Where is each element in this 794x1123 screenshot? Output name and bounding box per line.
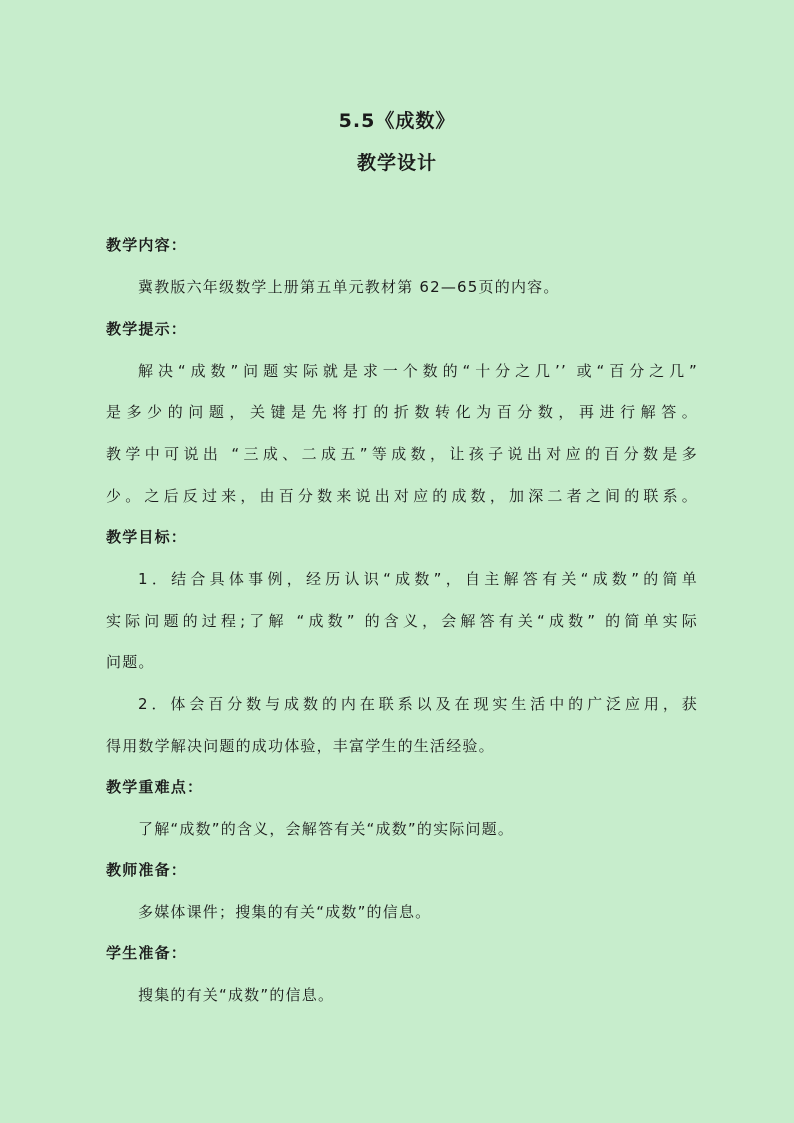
section-heading-content: 教学内容： — [106, 236, 188, 254]
goal1-line-1: 1．结合具体事例，经历认识“成数”，自主解答有关“成数”的简单 — [138, 570, 698, 588]
hint-line-1: 解决“成数”问题实际就是求一个数的“十分之几’’ 或“百分之几” — [138, 362, 698, 380]
goal1-line-3: 问题。 — [106, 653, 155, 671]
section-heading-student: 学生准备： — [106, 944, 188, 962]
document-title: 5.5《成数》 — [338, 110, 456, 132]
teacher-paragraph: 多媒体课件；搜集的有关“成数”的信息。 — [138, 903, 432, 921]
goal2-line-2: 得用数学解决问题的成功体验，丰富学生的生活经验。 — [106, 737, 495, 755]
document-subtitle: 教学设计 — [356, 152, 437, 174]
section-heading-key: 教学重难点： — [106, 778, 204, 796]
hint-line-4: 少。之后反过来，由百分数来说出对应的成数，加深二者之间的联系。 — [106, 487, 698, 505]
section-heading-goal: 教学目标： — [106, 528, 188, 546]
student-paragraph: 搜集的有关“成数”的信息。 — [138, 986, 335, 1004]
goal1-line-2: 实际问题的过程;了解 “成数” 的含义，会解答有关“成数” 的简单实际 — [106, 612, 698, 630]
goal2-line-1: 2．体会百分数与成数的内在联系以及在现实生活中的广泛应用，获 — [138, 695, 698, 713]
section-heading-hint: 教学提示： — [106, 320, 188, 338]
hint-line-3: 教学中可说出 “三成、二成五”等成数，让孩子说出对应的百分数是多 — [106, 445, 698, 463]
hint-line-2: 是多少的问题，关键是先将打的折数转化为百分数，再进行解答。 — [106, 403, 698, 421]
content-paragraph: 冀教版六年级数学上册第五单元教材第 62—65页的内容。 — [138, 278, 560, 296]
section-heading-teacher: 教师准备： — [106, 861, 188, 879]
key-paragraph: 了解“成数”的含义，会解答有关“成数”的实际问题。 — [138, 820, 515, 838]
